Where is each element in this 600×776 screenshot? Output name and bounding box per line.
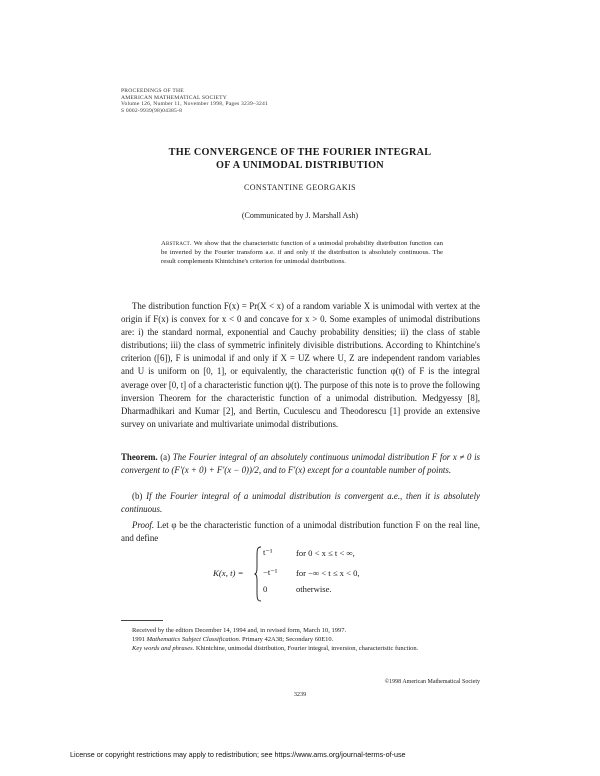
copyright-notice: ©1998 American Mathematical Society [384,679,480,685]
volume-info: Volume 126, Number 11, November 1998, Pages 3239–3241 [121,101,269,108]
proof-paragraph [121,519,480,545]
case2-condition: for −∞ < t ≤ x < 0, [296,568,360,578]
theorem-part-b [121,490,480,516]
left-brace-icon [254,546,262,602]
theorem-part-b-tag: (b) [132,491,143,501]
page-number: 3239 [293,691,307,698]
journal-name-line2: AMERICAN MATHEMATICAL SOCIETY [121,94,227,101]
journal-header [121,88,481,114]
case3-value: 0 [263,584,268,594]
proof-text: Let φ be the characteristic function of a unimodal distribution function F on the real line, and define [121,520,480,544]
doi-code: S 0002-9939(98)04385-8 [121,107,183,114]
theorem-part-b-text: If the Fourier integral of a unimodal distribution is convergent a.e., then it is absolutely continuous. [121,491,480,515]
paper-title-line1: THE CONVERGENCE OF THE FOURIER INTEGRAL [168,147,432,158]
case2-value: −t⁻¹ [263,567,278,577]
intro-paragraph: The distribution function F(x) = Pr(X < x) of a random variable X is unimodal with vertex at the origin if F(x) is convex for x < 0 and concave for x > 0. Some examples of unimodal distributions are: i) the standard normal, exponential and Cauchy probability densities; ii) the class of stable distributions; iii) the class of symmetric infinitely divisible distributions. According to Khintchine's criterion ([6]), F is unimodal if and only if X = UZ where U, Z are independent random variables and U is uniform on [0, 1], or equivalently, the characteristic function φ(t) of F is the integral average over [0, t] of a characteristic function ψ(t). The purpose of this note is to prove the following inversion Theorem for the characteristic function of a unimodal distribution. Medgyessy [8], Dharmadhikari and Kumar [2], and Bertin, Cuculescu and Theodorescu [1] provide an extensive survey on univariate and multivariate unimodal distributions. [121,301,480,429]
communicated-by: (Communicated by J. Marshall Ash) [241,211,359,220]
footnote-classification [121,635,480,644]
paper-title-line2: OF A UNIMODAL DISTRIBUTION [216,160,384,171]
classification-label: Mathematics Subject Classification. [146,636,241,644]
theorem-part-a-text: The Fourier integral of an absolutely continuous unimodal distribution F for x ≠ 0 is convergent to (F′(x + 0) + F′(x − 0))/2, and to F′(x) except for a countable number of points. [121,452,480,476]
author-name: CONSTANTINE GEORGAKIS [244,183,356,192]
case1-condition: for 0 < x ≤ t < ∞, [296,548,355,558]
abstract [161,239,443,267]
formula-lhs: K(x, t) = [213,568,244,578]
abstract-text: We show that the characteristic function of a unimodal probability distribution function can be inverted by the Fourier transform a.e. if and only if the distribution is absolutely continuous. The result complements Khintchine's criterion for unimodal distributions. [161,240,443,266]
footnote-divider [121,620,163,621]
classification-text: Primary 42A38; Secondary 60E10. [241,636,334,644]
kernel-formula [0,546,600,602]
journal-name-line1: PROCEEDINGS OF THE [121,88,184,94]
case1-value: t⁻¹ [263,547,273,557]
theorem-label: Theorem. [121,452,158,462]
license-notice[interactable]: License or copyright restrictions may apply to redistribution; see https://www.ams.org/journal-terms-of-use [70,750,406,759]
keywords-text: Khintchine, unimodal distribution, Fourier integral, inversion, characteristic function. [195,645,419,653]
abstract-label: Abstract. [161,240,192,247]
footnote-keywords [121,644,480,653]
footnote-received: Received by the editors December 14, 1994 and, in revised form, March 10, 1997. [132,627,347,634]
footnotes [121,626,480,654]
proof-label: Proof. [132,520,155,530]
keywords-label: Key words and phrases. [132,645,195,653]
case3-condition: otherwise. [296,584,332,594]
theorem-part-a-tag: (a) [160,452,171,462]
theorem-part-a [121,451,480,477]
classification-year: 1991 [132,636,145,644]
